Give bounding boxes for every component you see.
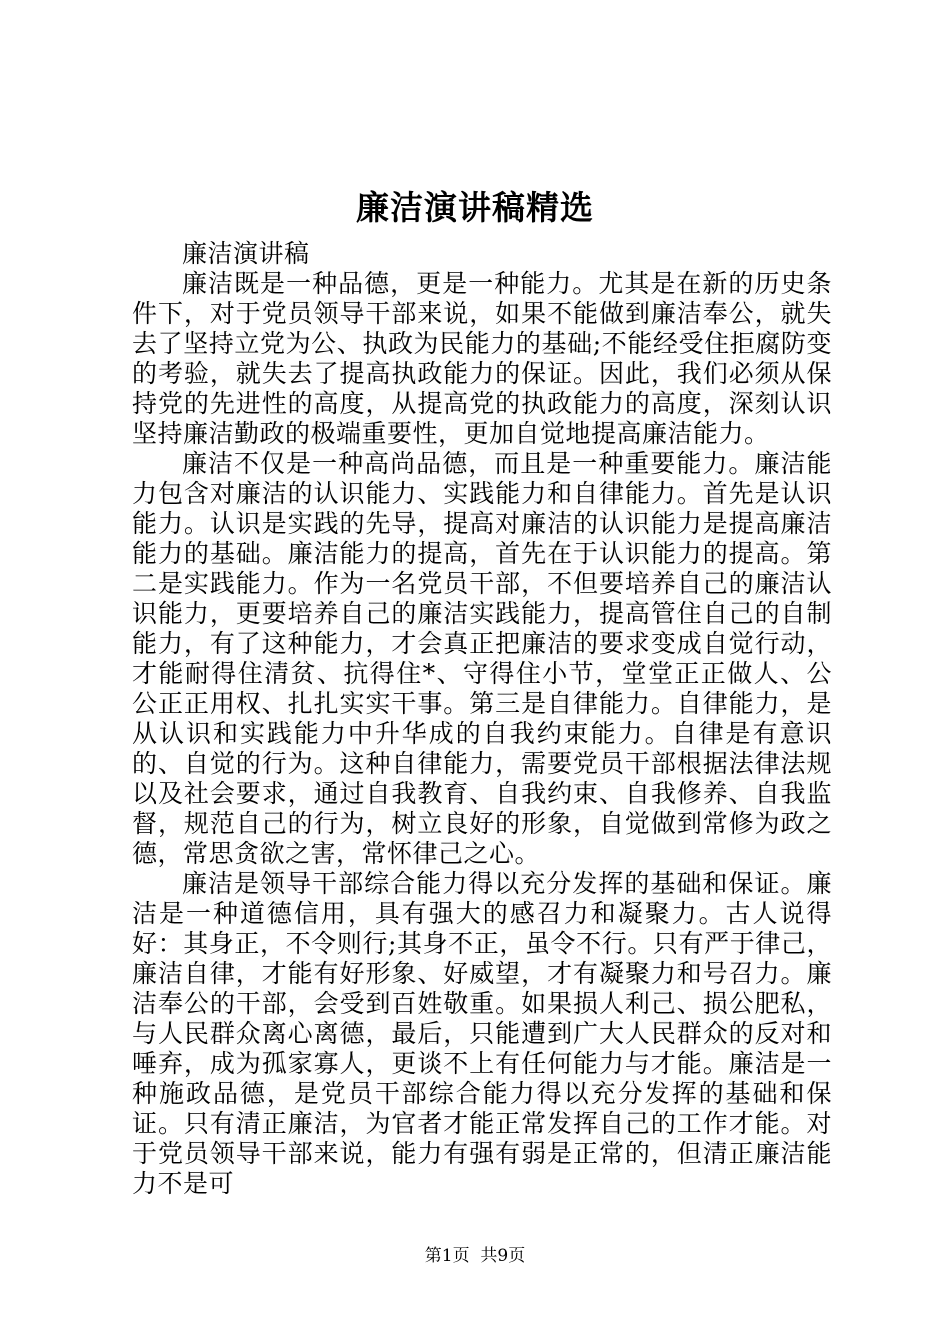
- document-title: 廉洁演讲稿精选: [356, 188, 594, 227]
- paragraph: 廉洁是领导干部综合能力得以充分发挥的基础和保证。廉洁是一种道德信用，具有强大的感召力和凝聚力。古人说得好：其身正，不令则行;其身不正，虽令不行。只有严于律己，廉洁自律，才能有好形象、好威望，才有凝聚力和号召力。廉洁奉公的干部，会受到百姓敬重。如果损人利己、损公肥私，与人民群众离心离德，最后，只能遭到广大人民群众的反对和唾弃，成为孤家寡人，更谈不上有任何能力与才能。廉洁是一种施政品德，是党员干部综合能力得以充分发挥的基础和保证。只有清正廉洁，为官者才能正常发挥自己的工作才能。对于党员领导干部来说，能力有强有弱是正常的，但清正廉洁能力不是可: [132, 869, 832, 1198]
- page-footer: [0, 1244, 950, 1268]
- paragraph: 廉洁不仅是一种高尚品德，而且是一种重要能力。廉洁能力包含对廉洁的认识能力、实践能力和自律能力。首先是认识能力。认识是实践的先导，提高对廉洁的认识能力是提高廉洁能力的基础。廉洁能力的提高，首先在于认识能力的提高。第二是实践能力。作为一名党员干部，不但要培养自己的廉洁认识能力，更要培养自己的廉洁实践能力，提高管住自己的自制能力，有了这种能力，才会真正把廉洁的要求变成自觉行动，才能耐得住清贫、抗得住*、守得住小节，堂堂正正做人、公公正正用权、扎扎实实干事。第三是自律能力。自律能力，是从认识和实践能力中升华成的自我约束能力。自律是有意识的、自觉的行为。这种自律能力，需要党员干部根据法律法规以及社会要求，通过自我教育、自我约束、自我修养、自我监督，规范自己的行为，树立良好的形象，自觉做到常修为政之德，常思贪欲之害，常怀律己之心。: [132, 449, 832, 868]
- page-number: 第1页 共9页: [424, 1246, 526, 1266]
- paragraph-subtitle: 廉洁演讲稿: [182, 239, 310, 268]
- document-body: [132, 239, 832, 1199]
- paragraph: 廉洁既是一种品德，更是一种能力。尤其是在新的历史条件下，对于党员领导干部来说，如果不能做到廉洁奉公，就失去了坚持立党为公、执政为民能力的基础;不能经受住拒腐防变的考验，就失去了提高执政能力的保证。因此，我们必须从保持党的先进性的高度，从提高党的执政能力的高度，深刻认识坚持廉洁勤政的极端重要性，更加自觉地提高廉洁能力。: [132, 269, 832, 448]
